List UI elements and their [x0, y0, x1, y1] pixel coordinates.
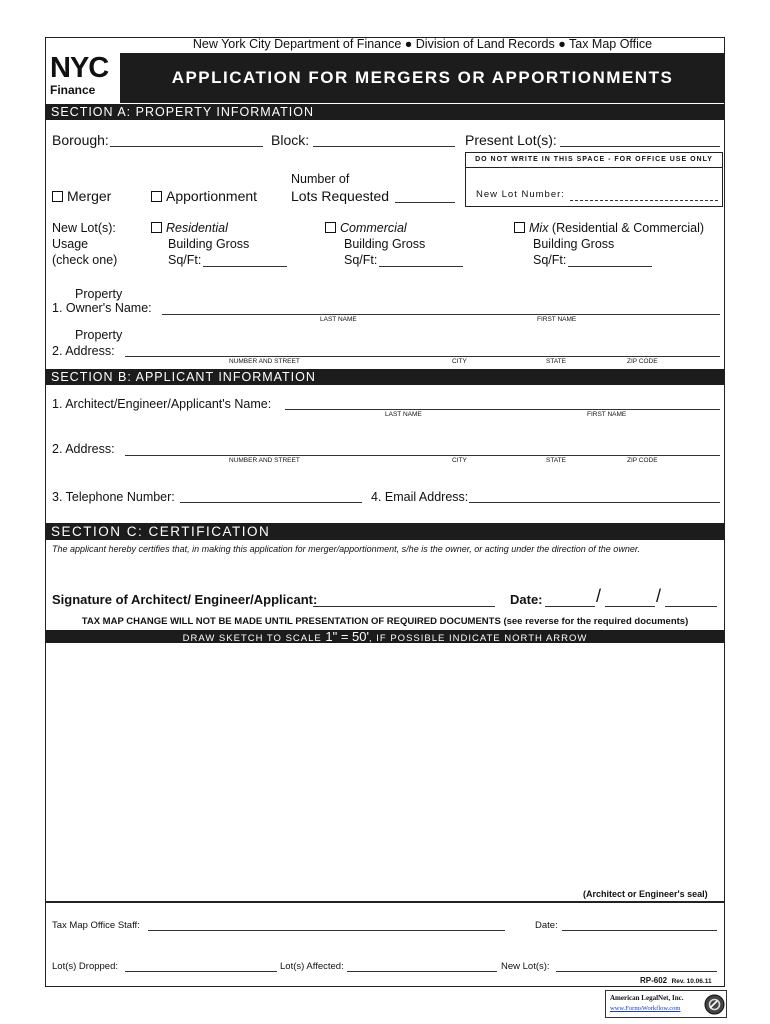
owner-label-2: 1. Owner's Name: — [52, 301, 152, 315]
new-lot-number-field — [570, 200, 718, 201]
sketch-text-b: , IF POSSIBLE INDICATE NORTH ARROW — [368, 633, 588, 644]
staff-date-field[interactable] — [562, 930, 717, 931]
certification-text: The applicant hereby certifies that, in making this application for merger/apportionment, s/he is the owner, or acting under the direction of the owner. — [52, 544, 640, 554]
commercial-label: Commercial — [340, 221, 407, 235]
section-c-header: SECTION C: CERTIFICATION — [45, 523, 725, 540]
applicant-first-name-caption: FIRST NAME — [587, 411, 627, 418]
new-lots-usage-label-1: New Lot(s): — [52, 221, 116, 235]
owner-first-name-caption: FIRST NAME — [537, 316, 577, 323]
residential-checkbox[interactable] — [151, 222, 162, 233]
telephone-field[interactable] — [180, 502, 362, 503]
property-zip-caption: ZIP CODE — [627, 358, 658, 365]
date-separator-1: / — [596, 586, 602, 606]
apportionment-label: Apportionment — [166, 188, 258, 204]
new-lot-number-label: New Lot Number: — [476, 189, 565, 200]
new-lots-usage-label-3: (check one) — [52, 253, 118, 267]
merger-label: Merger — [67, 188, 112, 204]
commercial-option[interactable] — [325, 221, 407, 235]
section-b-header: SECTION B: APPLICANT INFORMATION — [45, 369, 725, 385]
staff-field[interactable] — [148, 930, 505, 931]
lots-requested-label-1: Number of — [291, 172, 350, 186]
brand-url[interactable]: www.FormsWorkflow.com — [610, 1005, 681, 1012]
brand-box — [605, 990, 727, 1018]
section-a-header: SECTION A: PROPERTY INFORMATION — [45, 104, 725, 120]
block-field[interactable] — [313, 146, 455, 147]
sketch-scale: 1" = 50' — [325, 629, 369, 644]
revision-text: Rev. 10.06.11 — [671, 978, 712, 985]
department-line: New York City Department of Finance ● Division of Land Records ● Tax Map Office — [192, 37, 653, 51]
owner-label-1: Property — [75, 287, 123, 301]
sketch-text-a: DRAW SKETCH TO SCALE — [182, 633, 326, 644]
date-year-field[interactable] — [665, 606, 717, 607]
applicant-zip-caption: ZIP CODE — [627, 457, 658, 464]
telephone-label: 3. Telephone Number: — [52, 490, 175, 504]
mix-building-gross: Building Gross — [533, 237, 615, 251]
address-label-1: Property — [75, 328, 123, 342]
applicant-address-field[interactable] — [125, 455, 720, 456]
block-label: Block: — [271, 132, 310, 148]
address-label-2: 2. Address: — [52, 344, 115, 358]
borough-label: Borough: — [52, 132, 109, 148]
present-lots-field[interactable] — [560, 146, 720, 147]
residential-label: Residential — [166, 221, 228, 235]
merger-option[interactable] — [52, 188, 111, 204]
lots-requested-label-2: Lots Requested — [291, 188, 390, 204]
required-documents-notice: TAX MAP CHANGE WILL NOT BE MADE UNTIL PRESENTATION OF REQUIRED DOCUMENTS (see reverse for the required documents) — [81, 616, 689, 627]
nyc-finance-logo — [46, 53, 120, 103]
applicant-state-caption: STATE — [546, 457, 566, 464]
commercial-sqft-label: Sq/Ft: — [344, 253, 378, 267]
staff-label: Tax Map Office Staff: — [52, 920, 140, 931]
sketch-instructions — [45, 630, 725, 643]
mix-option[interactable] — [514, 221, 704, 235]
applicant-name-label: 1. Architect/Engineer/Applicant's Name: — [52, 397, 272, 411]
email-field[interactable] — [469, 502, 720, 503]
property-state-caption: STATE — [546, 358, 566, 365]
new-lots-field[interactable] — [556, 971, 717, 972]
residential-sqft-field[interactable] — [203, 266, 287, 267]
residential-building-gross: Building Gross — [168, 237, 250, 251]
logo-sub: Finance — [50, 83, 96, 97]
date-label: Date: — [510, 592, 543, 607]
new-lots-usage-label-2: Usage — [52, 237, 89, 251]
signature-label: Signature of Architect/ Engineer/Applicant: — [52, 592, 318, 607]
mix-sqft-field[interactable] — [568, 266, 652, 267]
form-id-text: RP-602 — [640, 976, 668, 985]
lots-affected-label: Lot(s) Affected: — [280, 961, 344, 972]
logo-text: NYC — [50, 52, 109, 84]
mix-sqft-label: Sq/Ft: — [533, 253, 567, 267]
borough-field[interactable] — [110, 146, 263, 147]
lots-dropped-field[interactable] — [125, 971, 277, 972]
email-label: 4. Email Address: — [371, 490, 469, 504]
owner-last-name-caption: LAST NAME — [320, 316, 357, 323]
applicant-street-caption: NUMBER AND STREET — [229, 457, 300, 464]
apportionment-option[interactable] — [151, 188, 257, 204]
new-lots-label: New Lot(s): — [501, 961, 550, 972]
property-city-caption: CITY — [452, 358, 467, 365]
apportionment-checkbox[interactable] — [151, 191, 162, 202]
date-separator-2: / — [656, 586, 662, 606]
property-address-field[interactable] — [125, 356, 720, 357]
applicant-last-name-caption: LAST NAME — [385, 411, 422, 418]
signature-field[interactable] — [313, 606, 495, 607]
office-staff-box — [45, 902, 725, 987]
present-lots-label: Present Lot(s): — [465, 132, 557, 148]
lots-dropped-label: Lot(s) Dropped: — [52, 961, 119, 972]
office-use-header: DO NOT WRITE IN THIS SPACE - FOR OFFICE USE ONLY — [465, 152, 723, 168]
mix-suffix: (Residential & Commercial) — [548, 221, 705, 235]
form-title: APPLICATION FOR MERGERS OR APPORTIONMENTS — [120, 53, 725, 103]
seal-label: (Architect or Engineer's seal) — [583, 889, 708, 899]
lots-affected-field[interactable] — [347, 971, 497, 972]
brand-globe-icon — [704, 994, 725, 1015]
owner-name-field[interactable] — [162, 314, 720, 315]
commercial-sqft-field[interactable] — [379, 266, 463, 267]
residential-sqft-label: Sq/Ft: — [168, 253, 202, 267]
commercial-building-gross: Building Gross — [344, 237, 426, 251]
commercial-checkbox[interactable] — [325, 222, 336, 233]
mix-checkbox[interactable] — [514, 222, 525, 233]
property-street-caption: NUMBER AND STREET — [229, 358, 300, 365]
merger-checkbox[interactable] — [52, 191, 63, 202]
mix-label: Mix — [529, 221, 549, 235]
applicant-address-label: 2. Address: — [52, 442, 115, 456]
form-id — [640, 976, 712, 985]
sketch-area[interactable] — [45, 630, 725, 902]
date-month-field[interactable] — [545, 606, 595, 607]
staff-date-label: Date: — [535, 920, 558, 931]
date-day-field[interactable] — [605, 606, 655, 607]
lots-requested-field[interactable] — [395, 202, 455, 203]
applicant-city-caption: CITY — [452, 457, 467, 464]
residential-option[interactable] — [151, 221, 228, 235]
brand-name: American LegalNet, Inc. — [610, 994, 684, 1002]
applicant-name-field[interactable] — [285, 409, 720, 410]
